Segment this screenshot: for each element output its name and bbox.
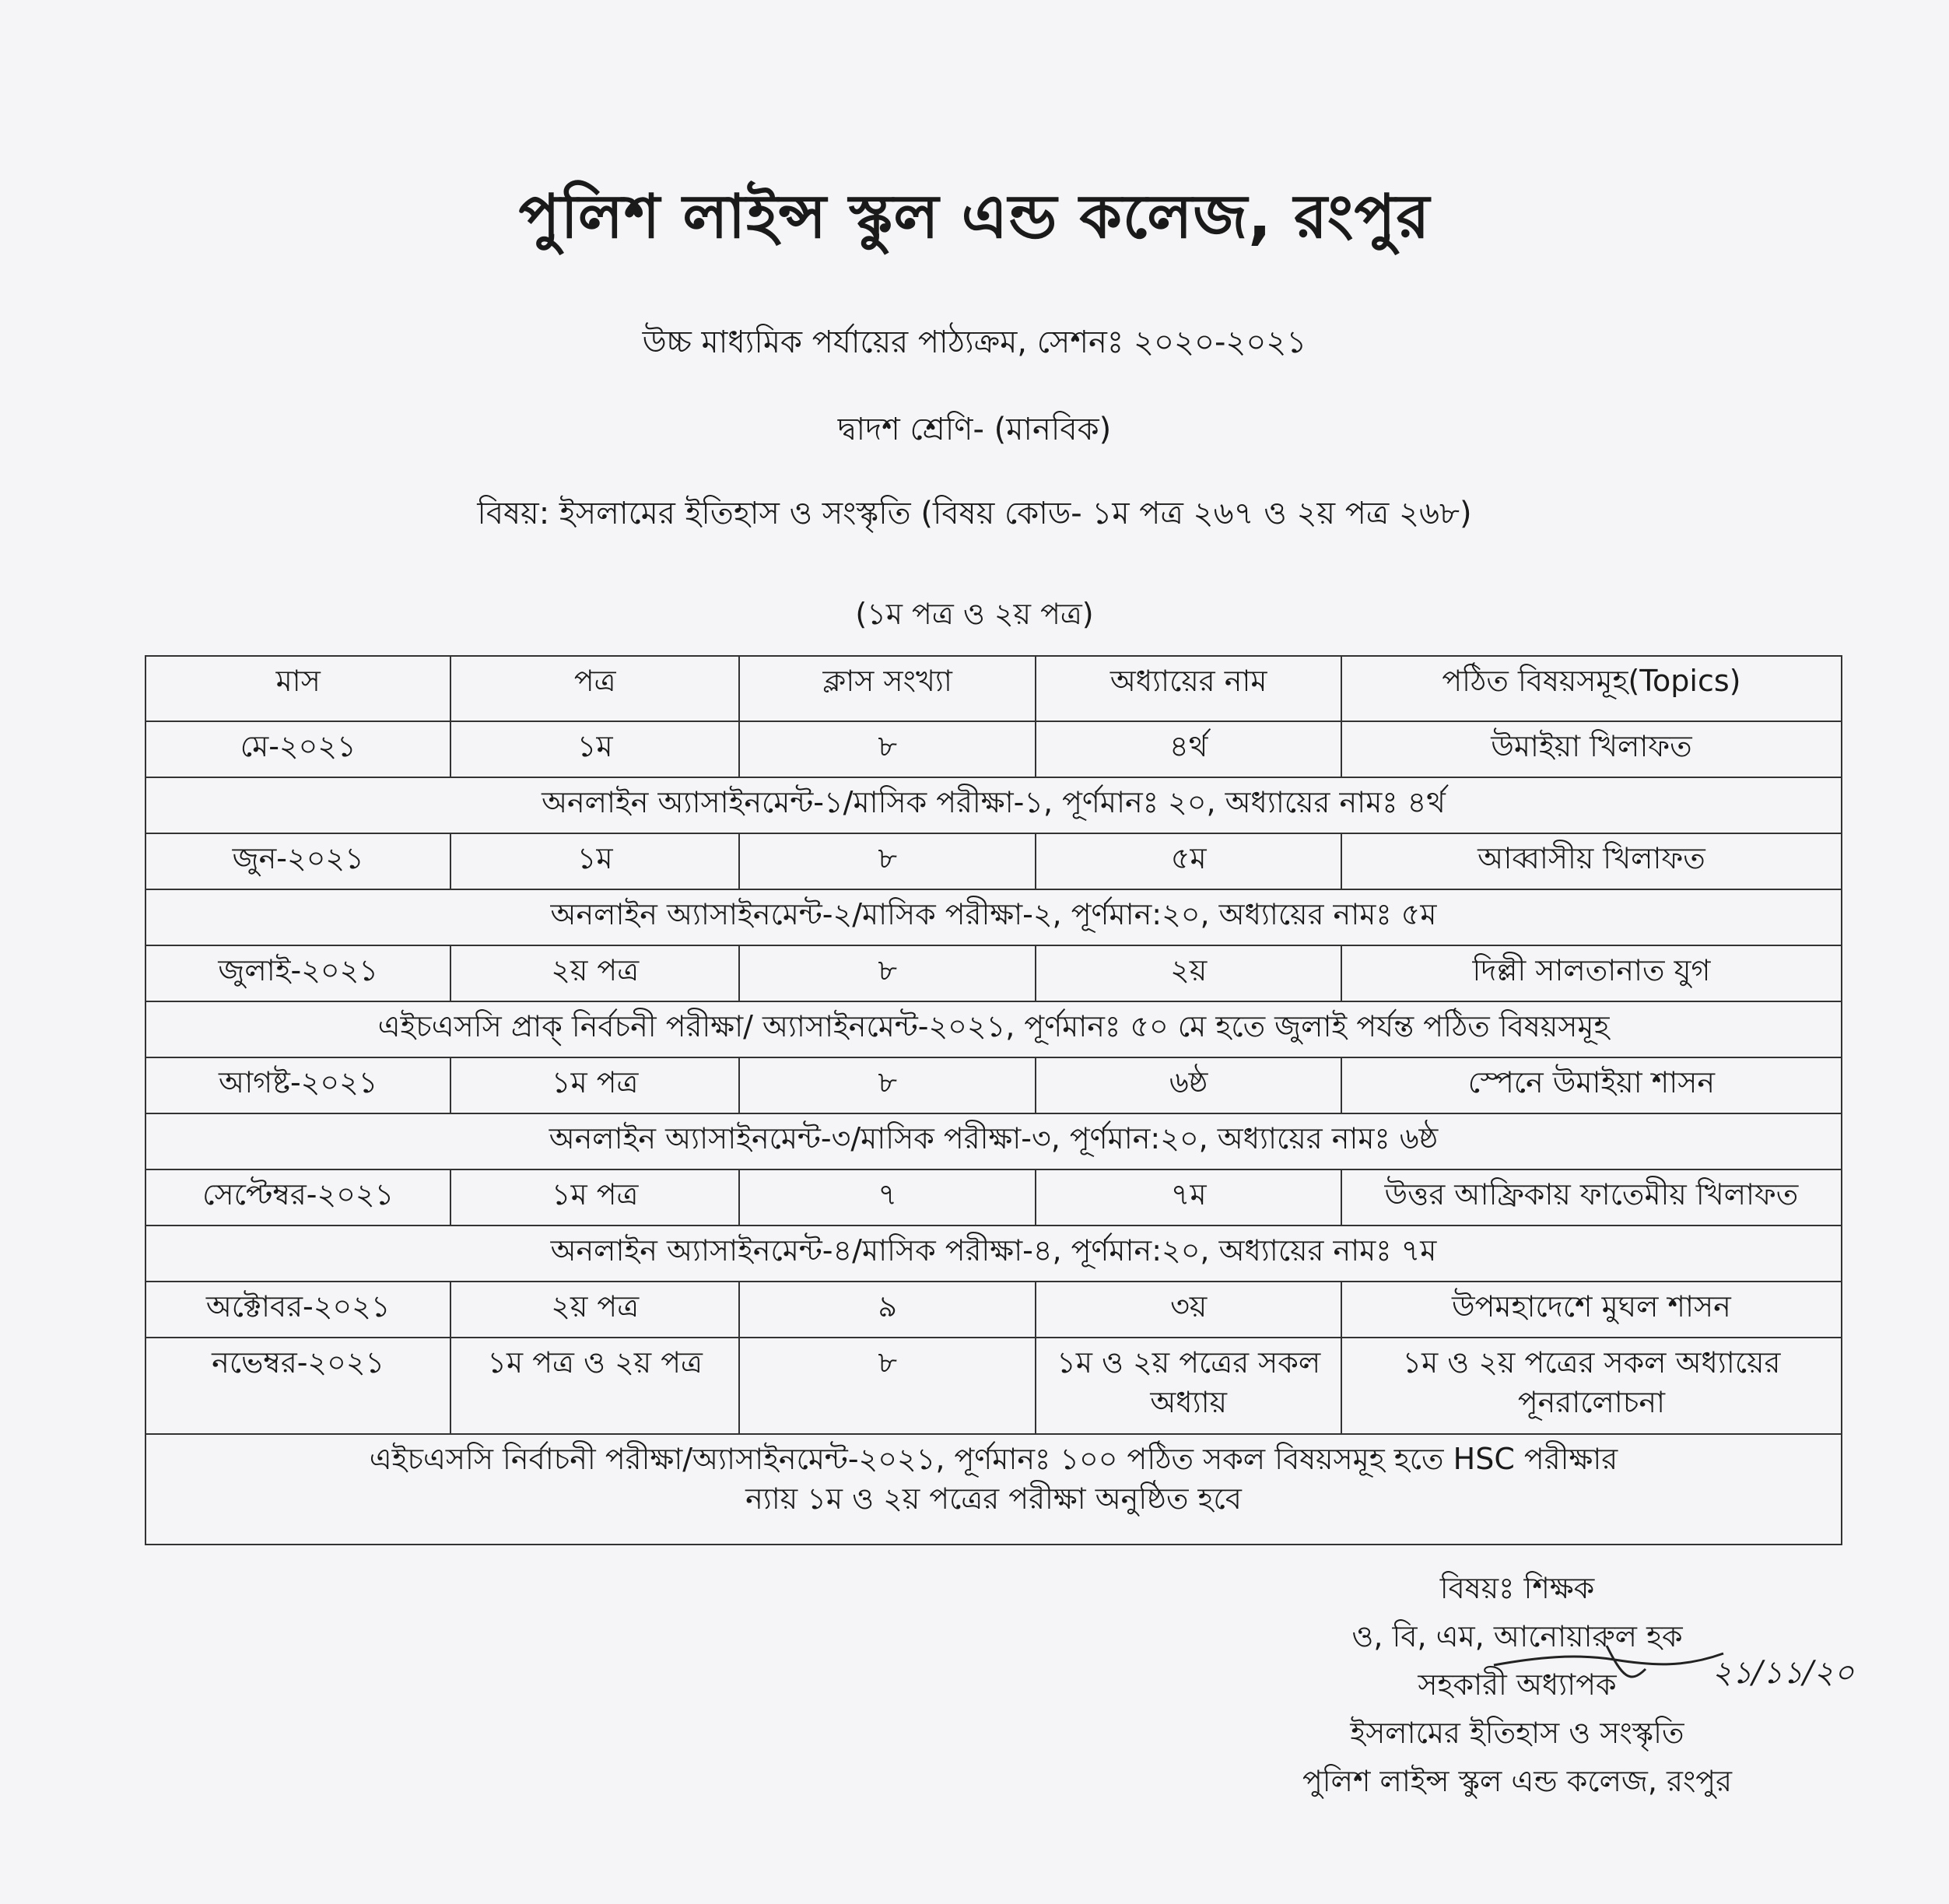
assessment-cell: অনলাইন অ্যাসাইনমেন্ট-১/মাসিক পরীক্ষা-১, পূর্ণমানঃ ২০, অধ্যায়ের নামঃ ৪র্থ — [145, 777, 1842, 833]
syllabus-table-wrap — [145, 655, 1842, 1545]
table-row-assessment — [145, 889, 1842, 945]
school-title: পুলিশ লাইন্স স্কুল এন্ড কলেজ, রংপুর — [518, 182, 1431, 252]
table-row-assessment — [145, 1001, 1842, 1057]
assessment-cell: অনলাইন অ্যাসাইনমেন্ট-২/মাসিক পরীক্ষা-২, পূর্ণমান:২০, অধ্যায়ের নামঃ ৫ম — [145, 889, 1842, 945]
cell-chapter: ১ম ও ২য় পত্রের সকল অধ্যায় — [1036, 1338, 1341, 1434]
cell-month: মে-২০২১ — [145, 721, 450, 777]
table-row — [145, 945, 1842, 1001]
table-row — [145, 1057, 1842, 1113]
table-row — [145, 833, 1842, 889]
cell-chapter: ৪র্থ — [1036, 721, 1341, 777]
table-row-assessment — [145, 1113, 1842, 1169]
assessment-cell: এইচএসসি প্রাক্ নির্বচনী পরীক্ষা/ অ্যাসাইনমেন্ট-২০২১, পূর্ণমানঃ ৫০ মে হতে জুলাই পর্যন্ত পঠিত বিষয়সমূহ — [145, 1001, 1842, 1057]
assessment-cell: অনলাইন অ্যাসাইনমেন্ট-৪/মাসিক পরীক্ষা-৪, পূর্ণমান:২০, অধ্যায়ের নামঃ ৭ম — [145, 1226, 1842, 1282]
assessment-cell: অনলাইন অ্যাসাইনমেন্ট-৩/মাসিক পরীক্ষা-৩, পূর্ণমান:২০, অধ্যায়ের নামঃ ৬ষ্ঠ — [145, 1113, 1842, 1169]
cell-paper: ১ম পত্র ও ২য় পত্র — [450, 1338, 739, 1434]
cell-chapter: ৫ম — [1036, 833, 1341, 889]
cell-month: আগষ্ট-২০২১ — [145, 1057, 450, 1113]
cell-classes: ৮ — [739, 833, 1036, 889]
signature-designation: বিষয়ঃ শিক্ষক — [1439, 1571, 1595, 1605]
signature-title: সহকারী অধ্যাপক — [1418, 1667, 1617, 1702]
signature-institution: পুলিশ লাইন্স স্কুল এন্ড কলেজ, রংপুর — [1302, 1764, 1732, 1798]
cell-month: অক্টোবর-২০২১ — [145, 1282, 450, 1338]
cell-chapter: ২য় — [1036, 945, 1341, 1001]
cell-classes: ৭ — [739, 1169, 1036, 1226]
header-class-count: ক্লাস সংখ্যা — [739, 656, 1036, 721]
cell-month: জুন-২০২১ — [145, 833, 450, 889]
cell-topic: আব্বাসীয় খিলাফত — [1341, 833, 1842, 889]
cell-classes: ৯ — [739, 1282, 1036, 1338]
handwritten-date: ২১/১১/২০ — [1712, 1655, 1854, 1691]
header-paper: পত্র — [450, 656, 739, 721]
cell-classes: ৮ — [739, 945, 1036, 1001]
table-row-final-exam — [145, 1434, 1842, 1545]
signature-department: ইসলামের ইতিহাস ও সংস্কৃতি — [1350, 1716, 1684, 1750]
final-exam-cell — [145, 1434, 1842, 1545]
cell-topic: ১ম ও ২য় পত্রের সকল অধ্যায়ের পূনরালোচনা — [1341, 1338, 1842, 1434]
header-topics: পঠিত বিষয়সমূহ(Topics) — [1341, 656, 1842, 721]
cell-chapter: ৩য় — [1036, 1282, 1341, 1338]
signature-name: ও, বি, এম, আনোয়ারুল হক — [1351, 1619, 1683, 1653]
cell-chapter: ৬ষ্ঠ — [1036, 1057, 1341, 1113]
cell-classes: ৮ — [739, 1057, 1036, 1113]
cell-topic: উত্তর আফ্রিকায় ফাতেমীয় খিলাফত — [1341, 1169, 1842, 1226]
syllabus-session-line: উচ্চ মাধ্যমিক পর্যায়ের পাঠ্যক্রম, সেশনঃ ২০২০-২০২১ — [642, 324, 1307, 360]
cell-month: জুলাই-২০২১ — [145, 945, 450, 1001]
final-note-line2: ন্যায় ১ম ও ২য় পত্রের পরীক্ষা অনুষ্ঠিত হবে — [745, 1481, 1242, 1517]
cell-classes: ৮ — [739, 1338, 1036, 1434]
header-month: মাস — [145, 656, 450, 721]
cell-paper: ১ম পত্র — [450, 1169, 739, 1226]
cell-month: সেপ্টেম্বর-২০২১ — [145, 1169, 450, 1226]
cell-paper: ১ম পত্র — [450, 1057, 739, 1113]
cell-month: নভেম্বর-২০২১ — [145, 1338, 450, 1434]
cell-paper: ১ম — [450, 721, 739, 777]
cell-paper: ২য় পত্র — [450, 945, 739, 1001]
table-row-assessment — [145, 777, 1842, 833]
cell-paper: ১ম — [450, 833, 739, 889]
cell-chapter: ৭ম — [1036, 1169, 1341, 1226]
final-note-line1: এইচএসসি নির্বাচনী পরীক্ষা/অ্যাসাইনমেন্ট-২০২১, পূর্ণমানঃ ১০০ পঠিত সকল বিষয়সমূহ হতে HSC পরীক্ষার — [369, 1442, 1618, 1476]
papers-line: (১ম পত্র ও ২য় পত্র) — [855, 597, 1094, 631]
table-row — [145, 1282, 1842, 1338]
cell-topic: উপমহাদেশে মুঘল শাসন — [1341, 1282, 1842, 1338]
syllabus-table — [145, 655, 1842, 1545]
class-line: দ্বাদশ শ্রেণি- (মানবিক) — [837, 412, 1112, 447]
subject-line: বিষয়: ইসলামের ইতিহাস ও সংস্কৃতি (বিষয় কোড- ১ম পত্র ২৬৭ ও ২য় পত্র ২৬৮) — [477, 496, 1472, 531]
cell-topic: স্পেনে উমাইয়া শাসন — [1341, 1057, 1842, 1113]
table-header-row — [145, 656, 1842, 721]
header-chapter: অধ্যায়ের নাম — [1036, 656, 1341, 721]
table-row-assessment — [145, 1226, 1842, 1282]
table-row — [145, 1338, 1842, 1434]
cell-topic: উমাইয়া খিলাফত — [1341, 721, 1842, 777]
cell-paper: ২য় পত্র — [450, 1282, 739, 1338]
table-row — [145, 1169, 1842, 1226]
cell-topic: দিল্লী সালতানাত যুগ — [1341, 945, 1842, 1001]
cell-classes: ৮ — [739, 721, 1036, 777]
table-row — [145, 721, 1842, 777]
